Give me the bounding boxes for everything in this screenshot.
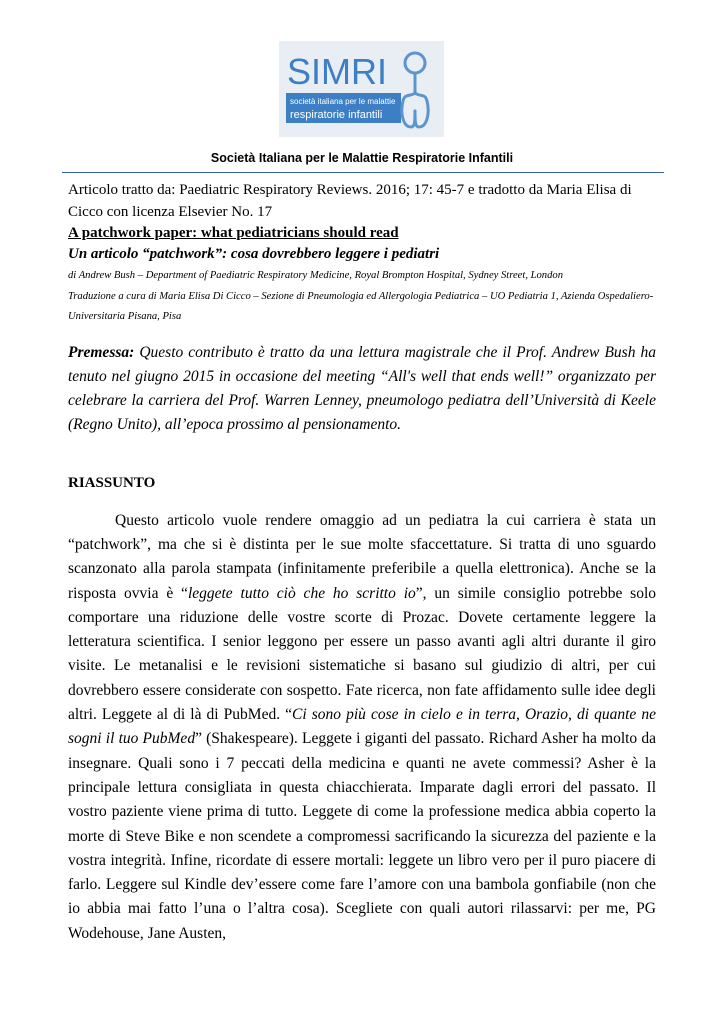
riassunto-quote-2: Ci sono più cose in cielo e in terra, Orazio, di quante ne sogni il tuo PubMed xyxy=(68,706,657,748)
society-name: Società Italiana per le Malattie Respiratorie Infantili xyxy=(210,151,514,165)
article-body xyxy=(68,179,656,946)
translation-line: Traduzione a cura di Maria Elisa Di Cicco – Sezione di Pneumologia ed Allergologia Pediatrica – UO Pediatria 1, Azienda Ospedaliero-Universitaria Pisana, Pisa xyxy=(68,290,654,322)
riassunto-text-1: Questo articolo vuole rendere omaggio ad un pediatra la cui carriera è stata un “patchwork”, ma che si è distinta per le sue molte sfaccettature. Si tratta di uno sguardo scanzonato alla parola stampata (infinitamente preferibile a quella elettronica). Anche se la risposta ovvia è “ xyxy=(68,511,656,602)
premessa-label: Premessa: xyxy=(68,343,135,361)
riassunto-paragraph xyxy=(68,509,656,946)
logo-tagline-2: respiratorie infantili xyxy=(290,109,383,121)
header-divider xyxy=(62,172,664,173)
premessa-text: Questo contributo è tratto da una lettura magistrale che il Prof. Andrew Bush ha tenuto nel giugno 2015 in occasione del meeting “All's well that ends well!” organizzato per celebrare la carriera del Prof. Warren Lenney, pneumologo pediatra dell’Università di Keele (Regno Unito), all’epoca prossimo al pensionamento. xyxy=(68,343,656,434)
author-credits xyxy=(68,266,656,328)
logo-wordmark: SIMRI xyxy=(287,51,388,92)
simri-logo-graphic xyxy=(279,41,444,137)
riassunto-text-2: ”, un simile consiglio potrebbe solo comportare una riduzione delle vostre scorte di Prozac. Dovete certamente leggere la letteratura scientifica. I senior leggono per essere un passo avanti agli altri durante il giro visite. Le metanalisi e le revisioni sistematiche si basano sul giudizio di altri, per cui dovrebbero essere considerate con sospetto. Fate ricerca, non fate affidamento sulle idee degli altri. Leggete al di là di PubMed. “ xyxy=(68,584,656,724)
author-line: di Andrew Bush – Department of Paediatric Respiratory Medicine, Royal Brompton Hospital, Sydney Street, London xyxy=(68,270,563,281)
simri-logo xyxy=(279,41,444,137)
article-source: Articolo tratto da: Paediatric Respiratory Reviews. 2016; 17: 45-7 e tradotto da Maria Elisa di Cicco con licenza Elsevier No. 17 xyxy=(68,182,632,220)
riassunto-text-3: ” (Shakespeare). Leggete i giganti del passato. Richard Asher ha molto da insegnare. Quali sono i 7 peccati della medicina e quanti ne avete commessi? Asher è la principale lettura consigliata in questa chiacchierata. Imparate dagli errori del passato. Il vostro paziente viene prima di tutto. Leggete di come la professione medica abbia coperto la morte di Steve Bike e non scendete a compromessi sacrificando la sicurezza del paziente e la vostra integrità. Infine, ricordate di essere mortali: leggete un libro vero per il puro piacere di farlo. Leggere sul Kindle dev’essere come fare l’amore con una bambola gonfiabile (non che io abbia mai fatto l’una o l’altra cosa). Scegliete con quali autori rilassarvi: per me, PG Wodehouse, Jane Austen, xyxy=(68,730,656,942)
logo-tagline-1: società italiana per le malattie xyxy=(290,97,396,106)
article-title-english: A patchwork paper: what pediatricians should read xyxy=(68,225,399,241)
premessa-paragraph xyxy=(68,341,656,438)
riassunto-quote-1: leggete tutto ciò che ho scritto io xyxy=(187,584,416,602)
article-title-italian: Un articolo “patchwork”: cosa dovrebbero leggere i pediatri xyxy=(68,246,440,262)
riassunto-heading: RIASSUNTO xyxy=(68,474,156,491)
